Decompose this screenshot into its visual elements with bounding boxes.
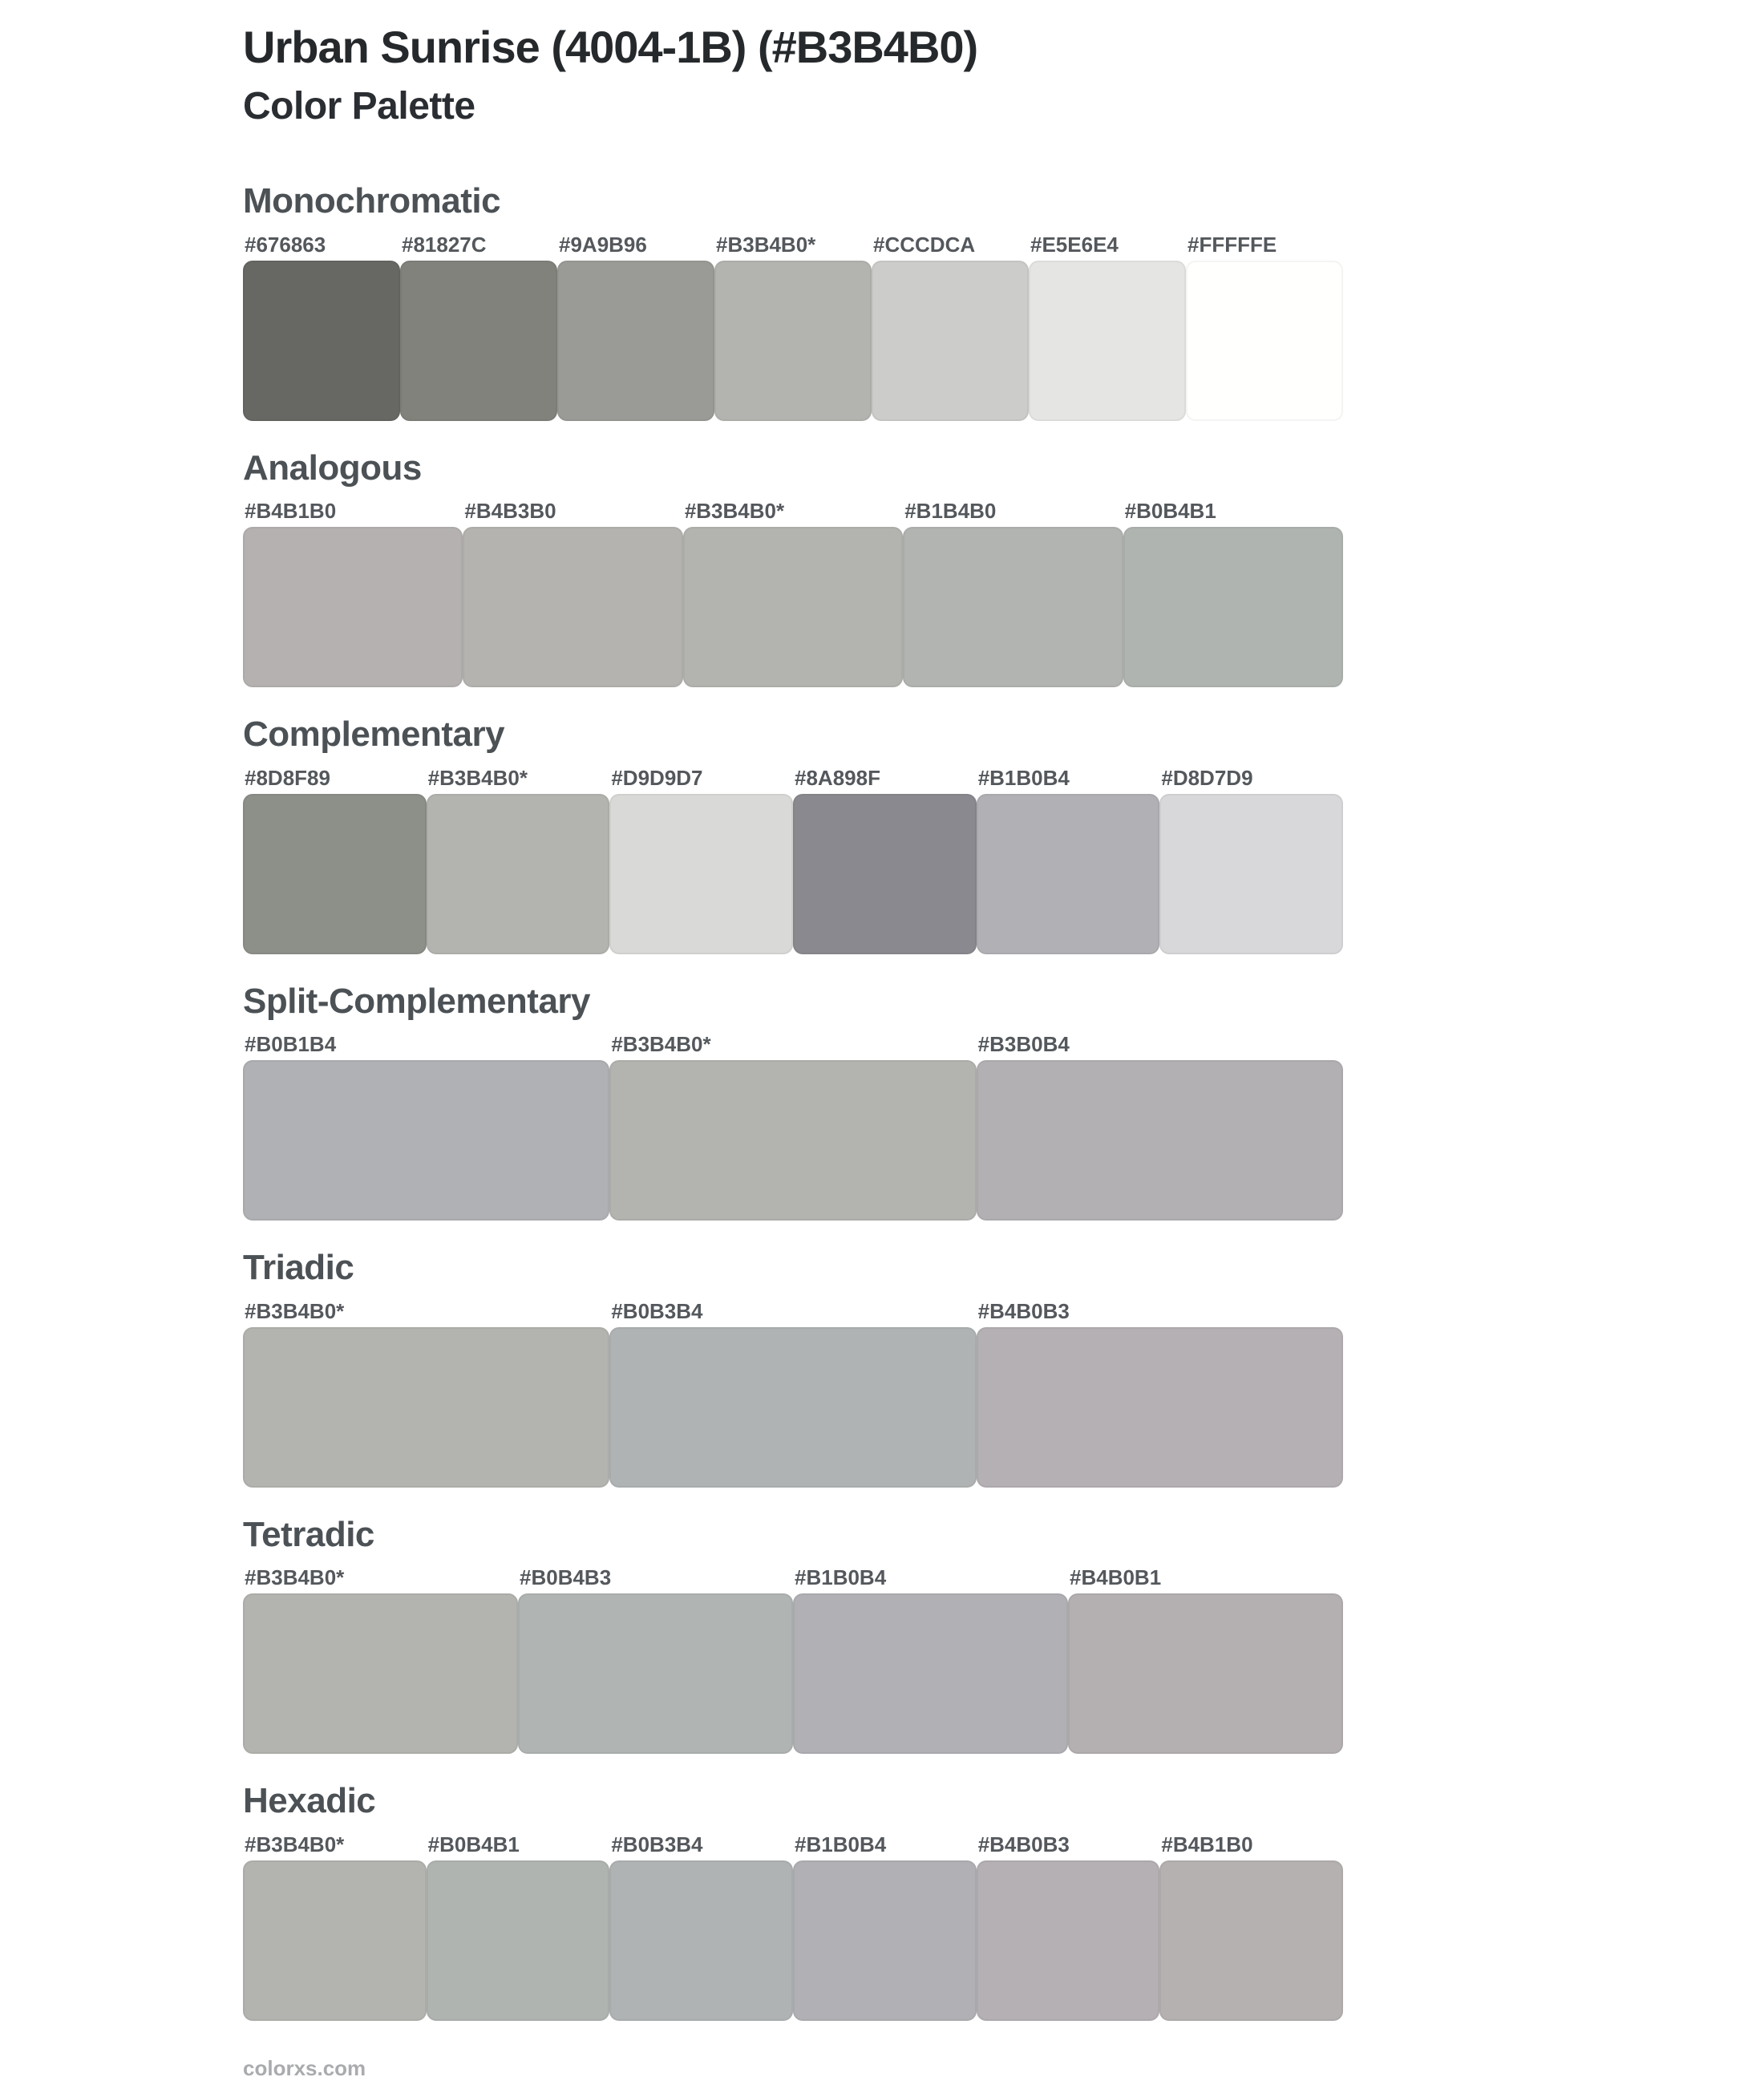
color-swatch[interactable]: [518, 1593, 793, 1754]
color-swatch[interactable]: [1068, 1593, 1343, 1754]
section-title: Analogous: [243, 447, 422, 488]
palette-section: [243, 1248, 1343, 1488]
color-swatch[interactable]: [243, 794, 427, 954]
color-swatch[interactable]: [427, 1860, 610, 2021]
swatch-row: [243, 527, 1343, 687]
page-subtitle: Color Palette: [243, 84, 475, 128]
hex-label: #B4B1B0: [245, 499, 337, 524]
color-swatch[interactable]: [463, 527, 682, 687]
color-swatch[interactable]: [243, 1060, 609, 1221]
hex-label: #B1B0B4: [795, 1565, 887, 1590]
color-swatch[interactable]: [609, 1060, 976, 1221]
hex-label: #D9D9D7: [611, 765, 703, 790]
hex-label: #E5E6E4: [1030, 232, 1119, 257]
page-title: Urban Sunrise (4004-1B) (#B3B4B0): [243, 22, 978, 72]
swatch-row: [243, 1060, 1343, 1221]
section-title: Split-Complementary: [243, 981, 591, 1021]
palette-page: [243, 22, 1343, 2081]
hex-label-row: [243, 1300, 1343, 1322]
color-swatch[interactable]: [400, 261, 557, 421]
color-swatch[interactable]: [793, 1593, 1068, 1754]
swatch-row: [243, 261, 1343, 421]
hex-label: #B0B4B1: [1124, 499, 1216, 524]
hex-label: #B1B0B4: [795, 1832, 887, 1857]
color-swatch[interactable]: [427, 794, 610, 954]
color-swatch[interactable]: [1029, 261, 1186, 421]
hex-label: #8D8F89: [245, 765, 330, 790]
hex-label: #B4B0B1: [1070, 1565, 1162, 1590]
swatch-row: [243, 794, 1343, 954]
color-swatch[interactable]: [872, 261, 1029, 421]
swatch-row: [243, 1327, 1343, 1488]
hex-label: #B3B4B0*: [427, 765, 528, 790]
site-watermark: colorxs.com: [243, 2056, 366, 2081]
section-title: Tetradic: [243, 1514, 374, 1554]
hex-label: #9A9B96: [559, 232, 647, 257]
color-swatch[interactable]: [793, 794, 977, 954]
color-swatch[interactable]: [1186, 261, 1343, 421]
hex-label: #B4B0B3: [977, 1298, 1070, 1323]
hex-label: #B3B4B0*: [245, 1832, 345, 1857]
color-swatch[interactable]: [977, 1860, 1160, 2021]
palette-section: [243, 1515, 1343, 1755]
section-title: Complementary: [243, 715, 505, 755]
hex-label: #81827C: [402, 232, 487, 257]
color-swatch[interactable]: [903, 527, 1123, 687]
color-swatch[interactable]: [243, 1593, 518, 1754]
hex-label: #B3B4B0*: [716, 232, 816, 257]
palette-section: [243, 982, 1343, 1221]
color-swatch[interactable]: [243, 1327, 609, 1488]
color-swatch[interactable]: [609, 1327, 976, 1488]
section-title: Hexadic: [243, 1781, 376, 1821]
hex-label-row: [243, 1033, 1343, 1055]
hex-label: #D8D7D9: [1161, 765, 1253, 790]
hex-label-row: [243, 1566, 1343, 1589]
hex-label: #B3B4B0*: [684, 499, 785, 524]
hex-label: #B4B1B0: [1161, 1832, 1253, 1857]
palette-section: [243, 181, 1343, 421]
color-swatch[interactable]: [977, 1327, 1343, 1488]
hex-label: #B4B0B3: [977, 1832, 1070, 1857]
palette-section: [243, 715, 1343, 954]
color-swatch[interactable]: [243, 261, 400, 421]
hex-label: #B3B0B4: [977, 1032, 1070, 1057]
hex-label: #B0B3B4: [611, 1832, 703, 1857]
color-swatch[interactable]: [609, 1860, 793, 2021]
swatch-row: [243, 1593, 1343, 1754]
color-swatch[interactable]: [793, 1860, 977, 2021]
hex-label: #676863: [245, 232, 326, 257]
color-swatch[interactable]: [1159, 794, 1343, 954]
hex-label: #8A898F: [795, 765, 880, 790]
section-title: Triadic: [243, 1248, 354, 1288]
hex-label: #CCCDCA: [873, 232, 976, 257]
color-swatch[interactable]: [683, 527, 903, 687]
hex-label: #B0B4B3: [520, 1565, 612, 1590]
color-swatch[interactable]: [243, 527, 463, 687]
swatch-row: [243, 1860, 1343, 2021]
hex-label: #B3B4B0*: [245, 1298, 345, 1323]
hex-label: #B1B4B0: [904, 499, 997, 524]
section-title: Monochromatic: [243, 180, 501, 221]
hex-label: #FFFFFE: [1187, 232, 1277, 257]
hex-label-row: [243, 233, 1343, 256]
color-swatch[interactable]: [243, 1860, 427, 2021]
palette-sections: [243, 181, 1343, 2021]
color-swatch[interactable]: [977, 1060, 1343, 1221]
color-swatch[interactable]: [977, 794, 1160, 954]
hex-label: #B4B3B0: [464, 499, 556, 524]
hex-label: #B3B4B0*: [611, 1032, 711, 1057]
hex-label: #B0B3B4: [611, 1298, 703, 1323]
hex-label: #B1B0B4: [977, 765, 1070, 790]
palette-section: [243, 448, 1343, 688]
hex-label: #B3B4B0*: [245, 1565, 345, 1590]
hex-label-row: [243, 1833, 1343, 1856]
hex-label-row: [243, 500, 1343, 522]
color-swatch[interactable]: [714, 261, 872, 421]
hex-label: #B0B4B1: [427, 1832, 520, 1857]
color-swatch[interactable]: [1159, 1860, 1343, 2021]
palette-section: [243, 1781, 1343, 2021]
color-swatch[interactable]: [609, 794, 793, 954]
hex-label: #B0B1B4: [245, 1032, 337, 1057]
hex-label-row: [243, 767, 1343, 789]
color-swatch[interactable]: [1123, 527, 1343, 687]
color-swatch[interactable]: [557, 261, 714, 421]
